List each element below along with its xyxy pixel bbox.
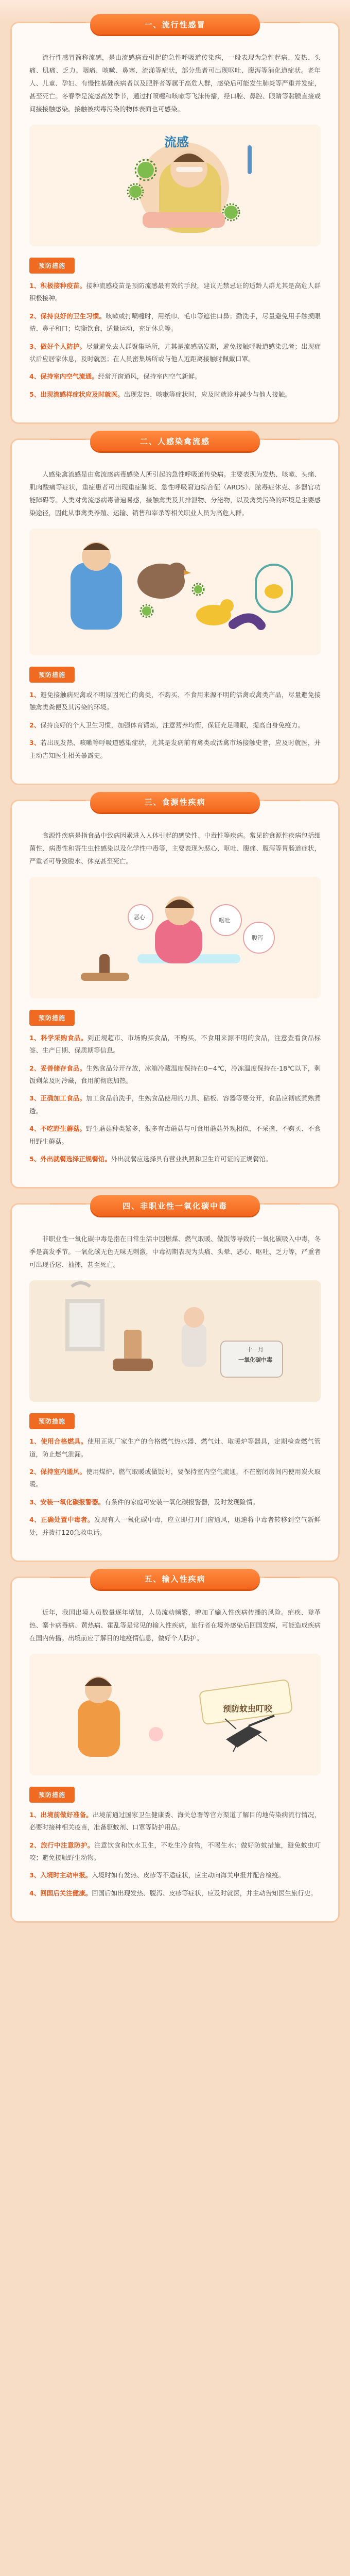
illustration-avian-flu: [29, 529, 321, 655]
item-key: 使用合格燃具。: [41, 1437, 87, 1446]
section-flu: [10, 22, 340, 424]
list-item: [29, 370, 321, 383]
list-item: [29, 1869, 321, 1882]
prevention-list: [29, 1809, 321, 1900]
list-item: [29, 1514, 321, 1539]
intro-text: 食源性疾病是指食品中致病因素进入人体引起的感染性、中毒性等疾病。常见的食源性疾病包括细菌性、病毒性和寄生虫性感染以及化学性中毒等，主要表现为恶心、呕吐、腹痛、腹泻等胃肠道症状，严重者可导致脱水、休克甚至死亡。: [29, 831, 321, 865]
list-item: [29, 310, 321, 335]
list-item: [29, 1062, 321, 1088]
item-number: 2、: [29, 1468, 41, 1476]
list-item: [29, 1809, 321, 1834]
intro-text: 近年，我国出境人员数量逐年增加，人员流动频繁，增加了输入性疾病传播的风险。疟疾、登革热、寨卡病毒病、黄热病、霍乱等是常见的输入性疾病，旅行者在境外感染后回国发病，可能造成疾病在国内传播。出境前应了解目的地疫情信息，做好个人防护。: [29, 1608, 321, 1642]
section-header: [90, 1195, 260, 1216]
item-number: 1、: [29, 1033, 41, 1042]
section-title: 五、输入性疾病: [144, 1574, 206, 1584]
section-title: 一、流行性感冒: [144, 20, 206, 29]
item-number: 1、: [29, 282, 41, 290]
item-key: 妥善储存食品。: [40, 1064, 86, 1072]
item-text: 发现有人一氧化碳中毒，应立即打开门窗通风，迅速将中毒者转移到空气新鲜处，并拨打120急救电话。: [29, 1516, 321, 1536]
illustration-foodborne: [29, 877, 321, 998]
avian-flu-illustration-svg: [29, 529, 321, 655]
imported-illustration-svg: [29, 1654, 321, 1775]
prevention-list: [29, 280, 321, 401]
item-text: 使用煤炉、燃气取暖或做饭时，要保持室内空气流通，不在密闭房间内使用炭火取暖。: [29, 1468, 321, 1488]
prevention-list: [29, 689, 321, 762]
illustration-co: [29, 1280, 321, 1402]
item-key: 保持室内空气流通。: [40, 372, 98, 381]
foodborne-illustration-svg: [29, 877, 321, 998]
section-title: 三、食源性疾病: [144, 798, 206, 807]
section-header: [90, 431, 260, 451]
item-text: 到正规超市、市场购买食品，不购买、不食用来源不明的食品，注意查看食品标签、生产日期、保质期等信息。: [29, 1033, 321, 1055]
item-text: 避免接触病死禽或不明原因死亡的禽类，不购买、不食用来源不明的活禽或禽类产品，尽量避免接触禽类粪便及其污染的环境。: [29, 691, 321, 711]
prevention-list: [29, 1032, 321, 1165]
item-text: 若出现发热、咳嗽等呼吸道感染症状，尤其是发病前有禽类或活禽市场接触史者，应及时就医，并主动告知医生相关暴露史。: [29, 739, 321, 759]
item-key: 外出就餐选择正规餐馆。: [40, 1155, 111, 1163]
prevention-tag: 预防措施: [29, 667, 75, 683]
item-text: 外出就餐应选择具有营业执照和卫生许可证的正规餐馆。: [111, 1155, 272, 1163]
symptom-label-diarrhea: 腹泻: [252, 934, 263, 941]
item-number: 5、: [29, 390, 41, 398]
month-label: 十一月: [247, 1346, 264, 1353]
list-item: [29, 388, 321, 401]
item-number: 1、: [29, 1810, 41, 1819]
item-text: 保持良好的个人卫生习惯，加强体育锻炼，注意营养均衡，保证充足睡眠，提高自身免疫力。: [40, 721, 304, 729]
item-key: 保持良好的卫生习惯。: [40, 312, 106, 320]
item-number: 2、: [29, 312, 41, 320]
item-key: 回国后关注健康。: [40, 1889, 92, 1897]
item-number: 3、: [29, 739, 41, 747]
item-number: 2、: [29, 1064, 41, 1072]
item-number: 4、: [29, 1125, 41, 1133]
footer-band: [0, 1937, 350, 1958]
section-avian-flu: [10, 438, 340, 785]
item-text: 出现发热、咳嗽等症状时，应及时就诊并减少与他人接触。: [124, 390, 291, 398]
item-key: 保持室内通风。: [40, 1468, 86, 1476]
item-key: 旅行中注意防护。: [41, 1841, 94, 1849]
list-item: [29, 341, 321, 366]
flu-label: 流感: [164, 135, 189, 149]
list-item: [29, 1092, 321, 1117]
item-number: 3、: [29, 1498, 41, 1506]
list-item: [29, 280, 321, 305]
list-item: [29, 719, 321, 732]
prevention-tag: 预防措施: [29, 258, 75, 274]
list-item: [29, 1123, 321, 1148]
item-key: 出境前做好准备。: [40, 1810, 93, 1819]
item-key: 正确加工食品。: [40, 1094, 86, 1103]
item-key: 科学采购食品。: [41, 1033, 87, 1042]
list-item: [29, 1887, 321, 1900]
illustration-imported: [29, 1654, 321, 1775]
intro-text: 流行性感冒简称流感，是由流感病毒引起的急性呼吸道传染病，一般表现为急性起病、发热、头痛、肌痛、乏力、咽痛、咳嗽、鼻塞、流涕等症状，部分患者可出现呕吐、腹泻等消化道症状。老年人、儿童、孕妇、有慢性基础疾病者以及肥胖者等属于高危人群，感染后可能发生肺炎等严重并发症，甚至死亡。冬春季是流感高发季节，通过打喷嚏和咳嗽等飞沫传播，经口腔、鼻腔、眼睛等黏膜直接或间接接触感染。接触被病毒污染的物体表面也可感染。: [29, 54, 321, 113]
item-text: 加工食品前洗手，生熟食品使用的刀具、砧板、容器等要分开，食品应彻底煮熟煮透。: [29, 1094, 321, 1115]
section-title: 二、人感染禽流感: [139, 436, 210, 446]
prevention-list: [29, 1435, 321, 1539]
item-number: 3、: [29, 1871, 41, 1879]
item-number: 3、: [29, 342, 41, 350]
item-text: 出境前通过国家卫生健康委、海关总署等官方渠道了解目的地传染病流行情况，必要时接种相关疫苗，准备驱蚊剂、口罩等防护用品。: [29, 1810, 321, 1832]
section-header: [90, 1569, 260, 1589]
item-number: 4、: [29, 1889, 41, 1897]
intro-text: 人感染禽流感是由禽流感病毒感染人所引起的急性呼吸道传染病。主要表现为发热、咳嗽、头痛、肌肉酸痛等症状，重症患者可出现重症肺炎、急性呼吸窘迫综合征（ARDS）、脓毒症休克、多器官功能障碍等。人类对禽流感病毒普遍易感，接触禽类及其排泄物、分泌物，以及禽类污染的环境是主要感染途径，因此从事禽类养殖、运输、销售和宰杀等相关职业人员为高危人群。: [29, 470, 321, 517]
item-key: 做好个人防护。: [40, 342, 86, 350]
co-illustration-svg: [29, 1280, 321, 1402]
list-item: [29, 737, 321, 762]
section-imported-disease: [10, 1574, 340, 1923]
mosquito-warning-label: 预防蚊虫叮咬: [223, 1703, 273, 1714]
item-key: 安装一氧化碳报警器。: [40, 1498, 105, 1506]
item-text: 回国后如出现发热、腹泻、皮疹等症状，应及时就医，并主动告知医生旅行史。: [92, 1889, 317, 1897]
item-key: 不吃野生蘑菇。: [40, 1125, 86, 1133]
item-key: 出现流感样症状应及时就医。: [40, 390, 124, 398]
list-item: [29, 1435, 321, 1461]
list-item: [29, 689, 321, 714]
section-header: [90, 14, 260, 35]
item-key: 正确处置中毒者。: [41, 1516, 94, 1524]
list-item: [29, 1496, 321, 1509]
prevention-tag: 预防措施: [29, 1010, 75, 1026]
symptom-label-nausea: 恶心: [134, 913, 145, 921]
item-text: 接种流感疫苗是预防流感最有效的手段，建议无禁忌证的适龄人群尤其是高危人群积极接种。: [29, 282, 321, 302]
item-number: 4、: [29, 372, 41, 381]
prevention-tag: 预防措施: [29, 1413, 75, 1429]
item-number: 5、: [29, 1155, 41, 1163]
item-number: 4、: [29, 1516, 41, 1524]
item-text: 注意饮食和饮水卫生，不吃生冷食物，不喝生水；做好防蚊措施，避免蚊虫叮咬；避免接触野生动物。: [29, 1841, 321, 1861]
intro-text: 非职业性一氧化碳中毒是指在日常生活中因燃煤、燃气取暖、做饭等导致的一氧化碳吸入中毒，冬季是高发季节。一氧化碳无色无味无刺激，中毒初期表现为头痛、头晕、恶心、呕吐、乏力等，严重者可出现昏迷、抽搐，甚至死亡。: [29, 1235, 321, 1269]
item-text: 有条件的家庭可安装一氧化碳报警器，及时发现险情。: [104, 1498, 259, 1506]
item-number: 1、: [29, 1437, 41, 1446]
section-header: [90, 792, 260, 812]
section-co-poisoning: [10, 1203, 340, 1562]
item-text: 使用正规厂家生产的合格燃气热水器、燃气灶、取暖炉等器具，定期检查燃气管道，防止燃气泄漏。: [29, 1437, 321, 1458]
item-number: 3、: [29, 1094, 41, 1103]
prevention-tag: 预防措施: [29, 1787, 75, 1803]
illustration-flu: [29, 125, 321, 246]
list-item: [29, 1839, 321, 1865]
list-item: [29, 1032, 321, 1057]
list-item: [29, 1466, 321, 1491]
item-text: 生熟食品分开存放，冰箱冷藏温度保持在0~4℃，冷冻温度保持在-18℃以下，剩饭剩菜及时冷藏，食用前彻底加热。: [29, 1064, 321, 1084]
co-label: 一氧化碳中毒: [238, 1357, 272, 1364]
item-number: 2、: [29, 721, 41, 729]
item-number: 2、: [29, 1841, 41, 1849]
symptom-label-vomit: 呕吐: [219, 917, 230, 924]
item-text: 入境时如有发热、皮疹等不适症状，应主动向海关申报并配合检疫。: [92, 1871, 285, 1879]
item-key: 积极接种疫苗。: [40, 282, 86, 290]
section-title: 四、非职业性一氧化碳中毒: [122, 1201, 227, 1211]
item-text: 咳嗽或打喷嚏时，用纸巾、毛巾等遮住口鼻；勤洗手，尽量避免用手触摸眼睛、鼻子和口；均衡饮食，适量运动，充足休息等。: [29, 312, 321, 333]
item-key: 入境时主动申报。: [40, 1871, 92, 1879]
item-text: 经常开窗通风，保持室内空气新鲜。: [98, 372, 201, 381]
section-foodborne: [10, 800, 340, 1189]
item-number: 1、: [29, 691, 41, 699]
item-text: 尽量避免去人群聚集场所，尤其是流感高发期，避免接触呼吸道感染患者；出现症状后应居家休息，及时就医；在人员密集场所或与他人近距离接触时佩戴口罩。: [29, 342, 321, 363]
item-text: 野生蘑菇种类繁多，很多有毒蘑菇与可食用蘑菇外观相似，不采摘、不购买、不食用野生蘑菇。: [29, 1125, 321, 1145]
list-item: [29, 1153, 321, 1165]
